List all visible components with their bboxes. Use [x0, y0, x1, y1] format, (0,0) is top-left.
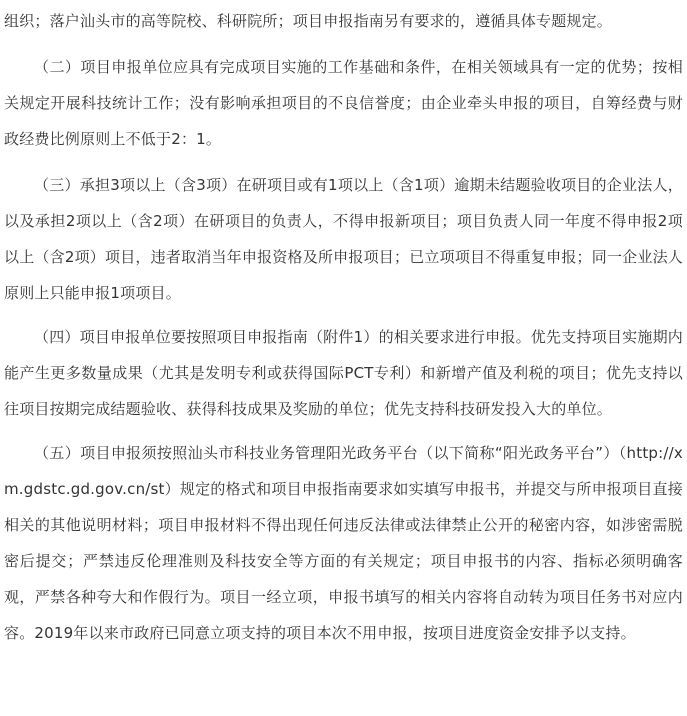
- paragraph-item-4: （四）项目申报单位要按照项目申报指南（附件1）的相关要求进行申报。优先支持项目实施期内能产生更多数量成果（尤其是发明专利或获得国际PCT专利）和新增产值及利税的项目；优先支持以往项目按期完成结题验收、获得科技成果及奖励的单位；优先支持科技研发投入大的单位。: [4, 328, 683, 418]
- paragraph-item-3: （三）承担3项以上（含3项）在研项目或有1项以上（含1项）逾期未结题验收项目的企业法人，以及承担2项以上（含2项）在研项目的负责人，不得申报新项目；项目负责人同一年度不得申报2项以上（含2项）项目，违者取消当年申报资格及所申报项目；已立项项目不得重复申报；同一企业法人原则上只能申报1项项目。: [4, 176, 683, 302]
- paragraph-item-2: （二）项目申报单位应具有完成项目实施的工作基础和条件，在相关领域具有一定的优势；按相关规定开展科技统计工作；没有影响承担项目的不良信誉度；由企业牵头申报的项目，自筹经费与财政经费比例原则上不低于2：1。: [4, 58, 683, 148]
- paragraph-item-5: （五）项目申报须按照汕头市科技业务管理阳光政务平台（以下简称“阳光政务平台”）（http://xm.gdstc.gd.gov.cn/st）规定的格式和项目申报指南要求如实填写申报书，并提交与所申报项目直接相关的其他说明材料；项目申报材料不得出现任何违反法律或法律禁止公开的秘密内容，如涉密需脱密后提交；严禁违反伦理准则及科技安全等方面的有关规定；项目申报书的内容、指标必须明确客观，严禁各种夸大和作假行为。项目一经立项，申报书填写的相关内容将自动转为项目任务书对应内容。2019年以来市政府已同意立项支持的项目本次不用申报，按项目进度资金安排予以支持。: [4, 444, 683, 642]
- document-body: [4, 3, 683, 651]
- paragraph-continuation: 组织；落户汕头市的高等院校、科研院所；项目申报指南另有要求的，遵循具体专题规定。: [4, 12, 613, 30]
